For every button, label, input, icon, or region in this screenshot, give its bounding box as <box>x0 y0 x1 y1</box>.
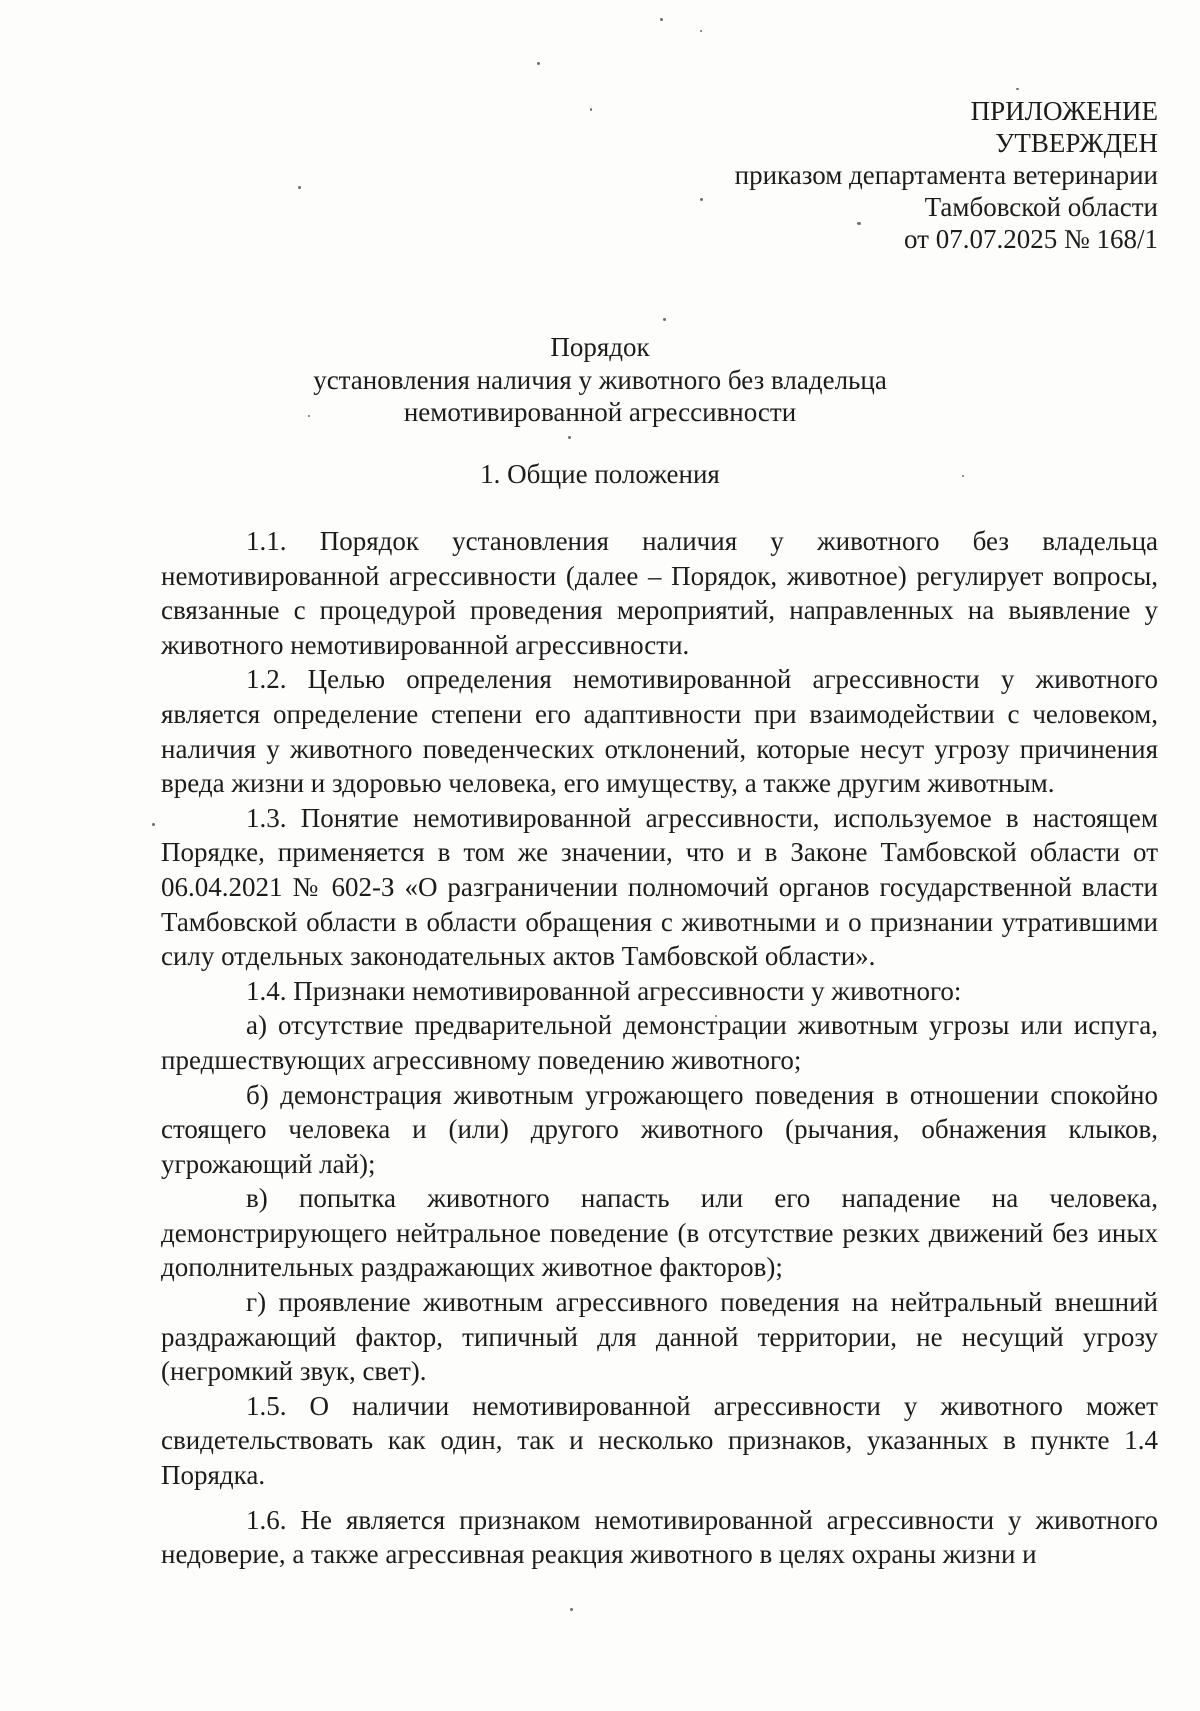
list-item-v: в) попытка животного напасть или его нападение на человека, демонстрирующего нейтральное поведение (в отсутствие резких движений без иных дополнительных раздражающих животное факторов); <box>161 1183 1158 1283</box>
paragraph-1-4: 1.4. Признаки немотивированной агрессивности у животного: <box>246 975 962 1006</box>
appendix-label: ПРИЛОЖЕНИЕ <box>970 96 1158 126</box>
scan-speck <box>298 186 301 189</box>
order-region: Тамбовской области <box>924 192 1158 222</box>
paragraph-1-1: 1.1. Порядок установления наличия у животного без владельца немотивированной агрессивности (далее – Порядок, животное) регулирует вопросы, связанные с процедурой проведения мероприятий, направленных на выявление у животного немотивированной агрессивности. <box>161 526 1158 660</box>
document-title <box>0 331 1200 429</box>
title-line-2: установления наличия у животного без владельца <box>313 364 887 395</box>
paragraph-1-6: 1.6. Не является признаком немотивированной агрессивности у животного недоверие, а также агрессивная реакция животного в целях охраны жизни и <box>161 1504 1158 1570</box>
scan-speck <box>700 30 702 32</box>
paragraph-1-2: 1.2. Целью определения немотивированной агрессивности у животного является определение степени его адаптивности при взаимодействии с человеком, наличия у животного поведенческих отклонений, которые несут угрозу причинения вреда жизни и здоровью человека, его имуществу, а также другим животным. <box>161 664 1158 799</box>
list-item-a: а) отсутствие предварительной демонстрации животным угрозы или испуга, предшествующих агрессивному поведению животного; <box>161 1010 1158 1075</box>
scan-speck <box>700 198 703 201</box>
scan-speck <box>152 823 155 826</box>
scan-speck <box>663 318 666 321</box>
title-line-1: Порядок <box>550 332 650 362</box>
order-issuer: приказом департамента ветеринарии <box>734 160 1158 190</box>
scan-speck <box>590 108 592 111</box>
approved-label: УТВЕРЖДЕН <box>995 128 1158 158</box>
scan-speck <box>537 62 540 65</box>
section-body <box>161 524 1158 1572</box>
list-item-g: г) проявление животным агрессивного поведения на нейтральный внешний раздражающий фактор, типичный для данной территории, не несущий угрозу (негромкий звук, свет). <box>161 1287 1158 1387</box>
scan-speck <box>1016 88 1019 90</box>
scan-speck <box>568 436 571 439</box>
scan-speck <box>570 1608 573 1611</box>
order-date-number: от 07.07.2025 № 168/1 <box>904 224 1158 254</box>
approval-header <box>735 95 1158 255</box>
scan-speck <box>660 18 663 21</box>
paragraph-1-3: 1.3. Понятие немотивированной агрессивности, используемое в настоящем Порядке, применяется в том же значении, что и в Законе Тамбовской области от 06.04.2021 № 602-З «О разграничении полномочий органов государственной власти Тамбовской области в области обращения с животными и о признании утратившими силу отдельных законодательных актов Тамбовской области». <box>161 802 1158 972</box>
title-line-3: немотивированной агрессивности <box>403 397 797 427</box>
paragraph-1-5: 1.5. О наличии немотивированной агрессивности у животного может свидетельствовать как один, так и несколько признаков, указанных в пункте 1.4 Порядка. <box>161 1390 1158 1491</box>
section-heading: 1. Общие положения <box>480 459 720 489</box>
list-item-b: б) демонстрация животным угрожающего поведения в отношении спокойно стоящего человека и (или) другого животного (рычания, обнажения клыков, угрожающий лай); <box>161 1079 1158 1179</box>
